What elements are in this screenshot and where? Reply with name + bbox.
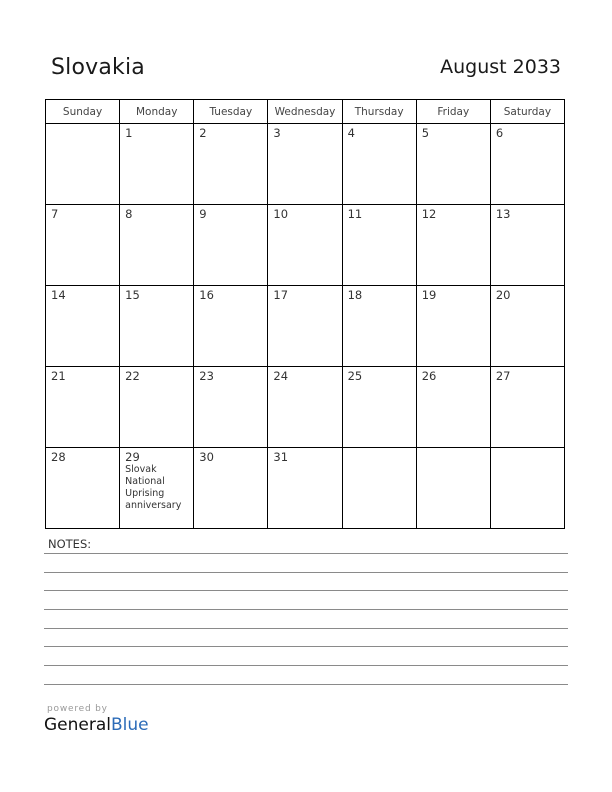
day-cell-holiday bbox=[120, 448, 194, 529]
weekday-monday: Monday bbox=[120, 100, 194, 124]
note-line bbox=[44, 609, 568, 610]
day-cell bbox=[416, 124, 490, 205]
day-cell bbox=[46, 448, 120, 529]
month-year-title: August 2033 bbox=[440, 56, 561, 78]
day-cell bbox=[120, 286, 194, 367]
day-cell bbox=[490, 286, 564, 367]
week-row bbox=[46, 205, 565, 286]
day-cell bbox=[194, 286, 268, 367]
day-number: 1 bbox=[125, 126, 133, 140]
week-row bbox=[46, 448, 565, 529]
week-row bbox=[46, 286, 565, 367]
day-number: 27 bbox=[495, 369, 511, 383]
brand-name-blue: Blue bbox=[111, 715, 149, 735]
day-cell bbox=[342, 124, 416, 205]
day-cell bbox=[268, 124, 342, 205]
day-number: 31 bbox=[273, 450, 289, 464]
day-number: 25 bbox=[347, 369, 363, 383]
day-number: 20 bbox=[495, 288, 511, 302]
day-number: 9 bbox=[199, 207, 207, 221]
day-cell bbox=[490, 205, 564, 286]
day-cell bbox=[490, 124, 564, 205]
day-number: 19 bbox=[421, 288, 437, 302]
day-number: 2 bbox=[199, 126, 207, 140]
day-number: 16 bbox=[199, 288, 214, 302]
note-line bbox=[44, 572, 568, 573]
week-row bbox=[46, 124, 565, 205]
day-number: 7 bbox=[51, 207, 59, 221]
day-cell bbox=[120, 367, 194, 448]
weekday-tuesday: Tuesday bbox=[194, 100, 268, 124]
note-line bbox=[44, 646, 568, 647]
day-number: 13 bbox=[495, 207, 511, 221]
day-cell bbox=[268, 448, 342, 529]
day-number: 3 bbox=[273, 126, 281, 140]
day-cell bbox=[46, 205, 120, 286]
weekday-header-row bbox=[46, 100, 565, 124]
calendar-grid bbox=[45, 99, 565, 529]
day-number: 10 bbox=[273, 207, 289, 221]
note-line bbox=[44, 553, 568, 554]
brand-name-general: General bbox=[44, 715, 111, 735]
day-cell bbox=[120, 124, 194, 205]
day-number: 5 bbox=[421, 126, 430, 140]
day-cell bbox=[416, 286, 490, 367]
day-cell bbox=[342, 286, 416, 367]
day-cell bbox=[268, 286, 342, 367]
day-cell bbox=[194, 205, 268, 286]
day-cell bbox=[342, 205, 416, 286]
day-number: 11 bbox=[347, 207, 363, 221]
day-cell bbox=[46, 367, 120, 448]
day-number: 14 bbox=[51, 288, 66, 302]
day-cell bbox=[46, 124, 120, 205]
week-row bbox=[46, 367, 565, 448]
notes-label: NOTES: bbox=[48, 537, 92, 551]
day-number: 17 bbox=[273, 288, 289, 302]
day-cell bbox=[194, 124, 268, 205]
day-number: 22 bbox=[125, 369, 140, 383]
weekday-wednesday: Wednesday bbox=[268, 100, 342, 124]
day-number: 18 bbox=[347, 288, 363, 302]
day-cell bbox=[194, 367, 268, 448]
day-number: 21 bbox=[51, 369, 66, 383]
day-number: 30 bbox=[199, 450, 214, 464]
note-line bbox=[44, 590, 568, 591]
day-cell bbox=[120, 205, 194, 286]
note-line bbox=[44, 665, 568, 666]
weekday-friday: Friday bbox=[416, 100, 490, 124]
day-number: 8 bbox=[125, 207, 133, 221]
weekday-thursday: Thursday bbox=[342, 100, 416, 124]
day-cell bbox=[342, 367, 416, 448]
weekday-sunday: Sunday bbox=[46, 100, 120, 124]
day-cell bbox=[416, 205, 490, 286]
weekday-saturday: Saturday bbox=[490, 100, 564, 124]
day-cell bbox=[268, 367, 342, 448]
note-line bbox=[44, 628, 568, 629]
day-cell bbox=[490, 367, 564, 448]
powered-by-text: powered by bbox=[47, 704, 108, 714]
day-cell bbox=[46, 286, 120, 367]
day-number: 29 bbox=[125, 450, 140, 464]
note-line bbox=[44, 684, 568, 685]
day-cell bbox=[194, 448, 268, 529]
day-number: 23 bbox=[199, 369, 214, 383]
day-number: 4 bbox=[347, 126, 355, 140]
day-cell bbox=[416, 367, 490, 448]
day-cell bbox=[490, 448, 564, 529]
day-number: 24 bbox=[273, 369, 289, 383]
brand-logo bbox=[44, 715, 149, 735]
day-number: 26 bbox=[421, 369, 437, 383]
day-number: 15 bbox=[125, 288, 140, 302]
holiday-label: Slovak National Uprising anniversary bbox=[125, 464, 182, 511]
day-cell bbox=[342, 448, 416, 529]
day-number: 6 bbox=[495, 126, 504, 140]
day-number: 28 bbox=[51, 450, 66, 464]
country-title: Slovakia bbox=[51, 55, 145, 80]
day-cell bbox=[268, 205, 342, 286]
day-cell bbox=[416, 448, 490, 529]
day-number: 12 bbox=[421, 207, 437, 221]
